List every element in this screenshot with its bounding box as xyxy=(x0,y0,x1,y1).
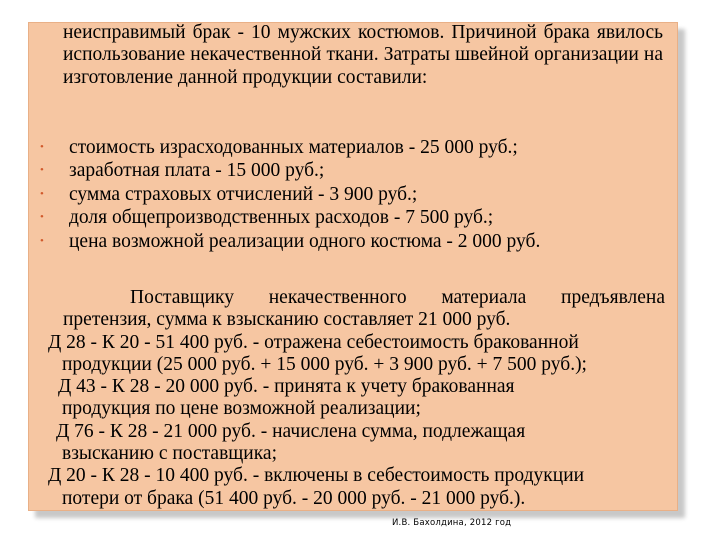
list-item xyxy=(40,230,660,253)
accounting-entries xyxy=(48,287,665,510)
claim-paragraph: Поставщику некачественного материала предъявлена претензия, сумма к взысканию составляет 21 000 руб. xyxy=(63,287,665,331)
entry-first-line: Д 20 - К 28 - 10 400 руб. - включены в себестоимость продукции xyxy=(48,465,585,487)
list-item xyxy=(40,183,660,206)
entry-first-line: Д 43 - К 28 - 20 000 руб. - принята к учету бракованная xyxy=(58,376,515,398)
list-item xyxy=(40,136,660,159)
bullet-icon: • xyxy=(40,211,44,224)
list-item xyxy=(40,159,660,182)
list-item-text: сумма страховых отчислений - 3 900 руб.; xyxy=(69,183,418,205)
entry-first-line: Д 76 - К 28 - 21 000 руб. - начислена сумма, подлежащая xyxy=(56,420,526,442)
intro-paragraph: неисправимый брак - 10 мужских костюмов. Причиной брака явилось использование некачественной ткани. Затраты швейной организации на изготовление данной продукции составили: xyxy=(63,22,663,88)
author-footer: И.В. Бахолдина, 2012 год xyxy=(392,518,512,528)
bullet-icon: • xyxy=(40,141,44,153)
entry-paragraph xyxy=(48,465,665,510)
entry-continuation: продукция по цене возможной реализации; xyxy=(62,398,421,420)
entry-continuation: взысканию с поставщика; xyxy=(62,443,277,465)
bullet-icon: • xyxy=(40,164,44,177)
entry-paragraph xyxy=(48,376,665,421)
bullet-icon: • xyxy=(40,187,44,200)
list-item-text: заработная плата - 15 000 руб.; xyxy=(69,160,325,182)
entry-first-line: Д 28 - К 20 - 51 400 руб. - отражена себестоимость бракованной xyxy=(48,331,579,353)
list-item-text: стоимость израсходованных материалов - 25 000 руб.; xyxy=(69,137,518,158)
entry-paragraph xyxy=(48,421,665,466)
bullet-icon: • xyxy=(40,234,44,247)
list-item-text: цена возможной реализации одного костюма - 2 000 руб. xyxy=(69,230,541,252)
list-item-text: доля общепроизводственных расходов - 7 500 руб.; xyxy=(69,207,494,229)
cost-list xyxy=(40,136,660,253)
entry-continuation: продукции (25 000 руб. + 15 000 руб. + 3 900 руб. + 7 500 руб.); xyxy=(62,353,587,375)
entry-paragraph xyxy=(48,332,665,377)
list-item xyxy=(40,206,660,229)
entry-continuation: потери от брака (51 400 руб. - 20 000 руб. - 21 000 руб.). xyxy=(62,487,526,509)
